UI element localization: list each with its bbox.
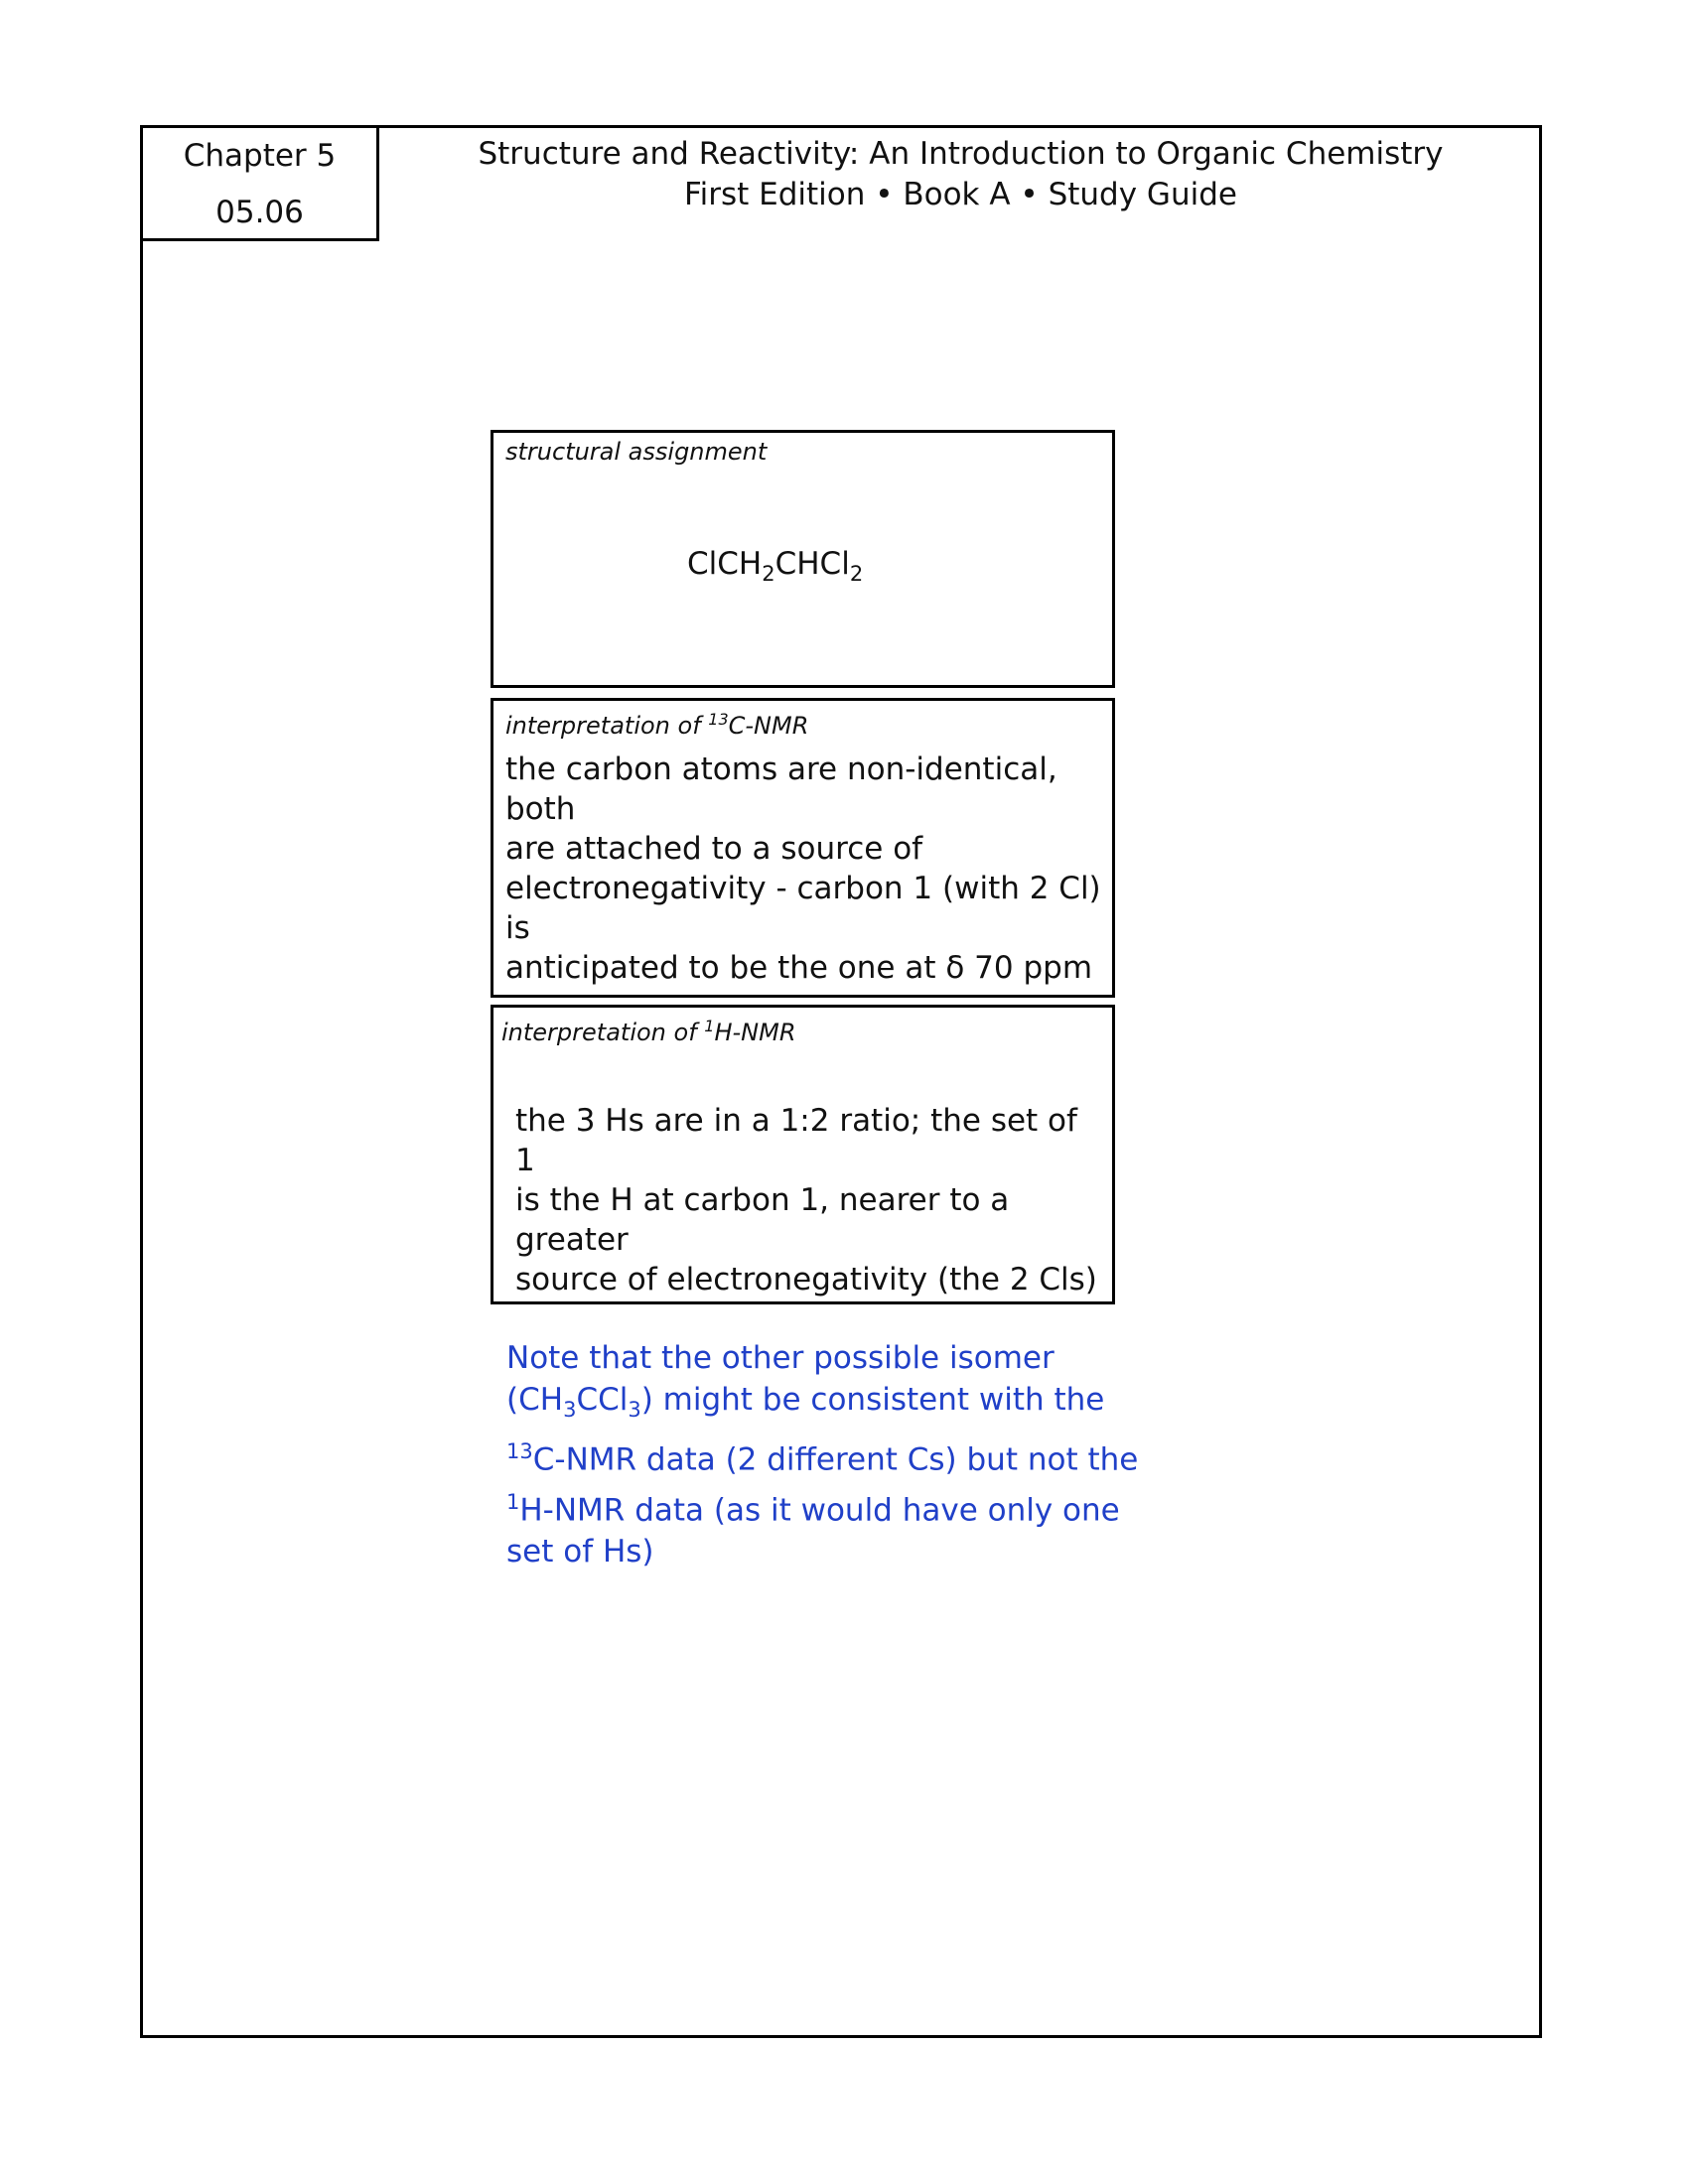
structural-assignment-label: structural assignment: [505, 438, 768, 466]
structural-formula: [687, 544, 863, 594]
section-number: 05.06: [215, 195, 304, 230]
note-l2-a: (CH: [506, 1382, 564, 1418]
note-l4-sup: 1: [506, 1489, 520, 1514]
formula-part-2: CHCl: [774, 546, 850, 582]
structural-assignment-panel: [491, 430, 1115, 688]
formula-part-1: ClCH: [687, 546, 763, 582]
chapter-box: [140, 125, 379, 241]
h1-label-prefix: interpretation of: [501, 1019, 705, 1046]
h1-label-superscript: 1: [704, 1017, 715, 1035]
book-title-line-2: First Edition • Book A • Study Guide: [684, 177, 1237, 212]
h1-label-suffix: H-NMR: [714, 1019, 796, 1046]
h1-nmr-panel: [491, 1005, 1115, 1304]
note-l4-text: H-NMR data (as it would have only one: [519, 1491, 1120, 1528]
note-line-1: Note that the other possible isomer: [506, 1340, 1055, 1376]
c13-nmr-panel: [491, 698, 1115, 998]
c13-label-suffix: C-NMR: [728, 712, 809, 740]
note-l2-b: CCl: [576, 1382, 629, 1418]
formula-subscript-1: 2: [762, 562, 775, 587]
note-line-4: [506, 1481, 1142, 1531]
note-l3-text: C-NMR data (2 different Cs) but not the: [532, 1441, 1139, 1478]
note-l2-sub-2: 3: [628, 1398, 641, 1423]
note-l2-sub-1: 3: [563, 1398, 577, 1423]
book-title: [379, 134, 1542, 215]
h1-nmr-label: [501, 1010, 796, 1049]
note-l3-sup: 13: [506, 1439, 533, 1464]
h1-nmr-interpretation: the 3 Hs are in a 1:2 ratio; the set of 1 is the H at carbon 1, nearer to a greater source of electronegativity (the 2 Cls): [515, 1103, 1097, 1297]
note-l2-c: ) might be consistent with the: [640, 1382, 1105, 1418]
chapter-label: Chapter 5: [183, 138, 337, 174]
c13-label-superscript: 13: [708, 710, 729, 729]
note-line-2: [506, 1379, 1142, 1431]
c13-nmr-label: [505, 703, 808, 743]
c13-nmr-interpretation: the carbon atoms are non-identical, both are attached to a source of electronegativity - carbon 1 (with 2 Cl) is anticipated to be the one at δ 70 ppm: [505, 751, 1101, 986]
note-line-5: set of Hs): [506, 1533, 654, 1570]
formula-subscript-2: 2: [849, 562, 864, 587]
note-line-3: [506, 1431, 1142, 1480]
book-title-line-1: Structure and Reactivity: An Introduction to Organic Chemistry: [478, 136, 1444, 172]
c13-label-prefix: interpretation of: [505, 712, 709, 740]
isomer-note: [506, 1337, 1142, 1572]
